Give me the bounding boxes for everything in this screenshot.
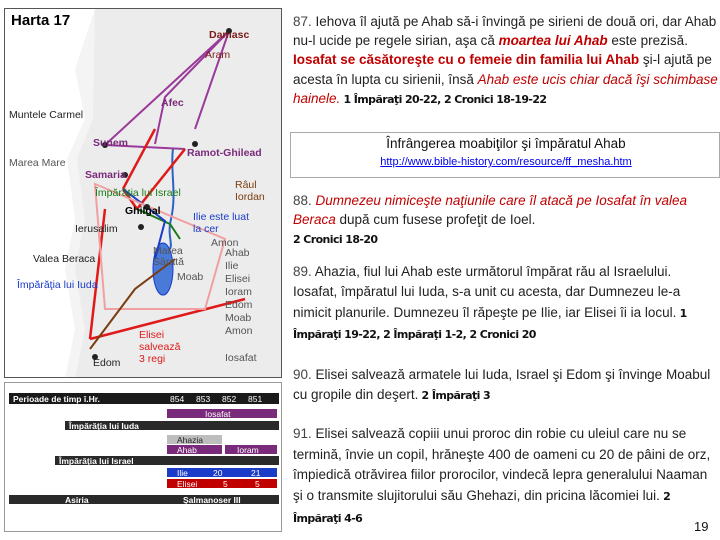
year-854: 854	[170, 394, 185, 404]
p91-reference: 2 Împăraţi 4-6	[293, 490, 671, 525]
row-ilie: Ilie	[177, 468, 188, 478]
p91-number: 91.	[293, 426, 312, 441]
label-imparatia-israel: Împărăţia lui Israel	[95, 187, 181, 199]
row-ilie-21: 21	[251, 468, 261, 478]
label-edom: Edom	[93, 357, 121, 369]
p90-text: Elisei salvează armatele lui Iuda, Israel şi Edom şi învinge Moabul cu gropile din deşert.	[293, 367, 711, 403]
label-sunem: Sunem	[93, 137, 129, 149]
p87-text-2: moartea lui Ahab	[498, 33, 608, 49]
map-title: Harta 17	[11, 12, 71, 29]
p91-text: Elisei salvează copiii unui proroc din robie cu uleiul care nu se termină, învie un copil, hrăneşte 400 de oameni cu 20 de pâini de orz, împiedică otrăvirea fiilor prorocilor, vindecă lepra generalului Naaman şi o transmite slujitorului său Ghehazi, din pricina lăcomiei lui.	[293, 426, 711, 504]
label-raul: Râul	[235, 179, 257, 191]
label-marea-mare: Marea Mare	[9, 157, 66, 169]
p89-reference: 1 Împăraţi 19-22, 2 Împăraţi 1-2, 2 Cronici 20	[293, 306, 687, 342]
label-ilie-luat-2: la cer	[193, 223, 219, 235]
label-muntele-carmel: Muntele Carmel	[9, 109, 84, 121]
label-valea-beraca: Valea Beraca	[33, 253, 96, 265]
paragraph-90	[293, 365, 718, 407]
p87-text-3: este prezisă.	[607, 33, 688, 49]
p87-text-4: Iosafat se căsătoreşte cu o femeie din familia lui Ahab	[293, 52, 640, 68]
p88-text-2: după cum fusese profeţit de Ioel.	[335, 212, 536, 228]
row-elisei-5a: 5	[223, 479, 228, 489]
paragraph-88	[293, 191, 718, 250]
label-ilie-luat-1: Ilie este luat	[193, 211, 250, 223]
ierusalim-dot	[138, 224, 144, 230]
row-imparatia-iuda: Împărăţia lui Iuda	[69, 421, 139, 431]
row-elisei: Elisei	[177, 479, 198, 489]
label-elisei: Elisei	[139, 329, 165, 341]
legend-moab: Moab	[225, 312, 252, 324]
label-ierusalim: Ierusalim	[75, 223, 118, 235]
label-salveaza: salvează	[139, 341, 181, 353]
legend-ioram: Ioram	[225, 286, 252, 298]
label-moab: Moab	[177, 271, 204, 283]
p88-reference: 2 Cronici 18-20	[293, 233, 378, 247]
year-851: 851	[248, 394, 263, 404]
caption-title: Înfrângerea moabiţilor şi împăratul Ahab	[386, 136, 626, 151]
row-salmanoser: Şalmanoser III	[183, 495, 241, 505]
label-3-regi: 3 regi	[139, 353, 166, 365]
label-aram: Aram	[205, 49, 231, 61]
label-marea: Marea	[153, 245, 183, 257]
p90-reference: 2 Împăraţi 3	[418, 389, 491, 403]
legend-elisei: Elisei	[225, 273, 251, 285]
timeline-header: Perioade de timp î.Hr.	[13, 394, 100, 404]
p87-text-1: Iehova îl ajută pe Ahab să-i învingă pe sirieni de două ori, dar Ahab nu-l ucide pe regele sirian, aşa că	[293, 14, 717, 49]
label-damasc: Damasc	[209, 29, 250, 41]
p87-reference: 1 Împăraţi 20-22, 2 Cronici 18-19-22	[340, 92, 547, 106]
paragraph-91	[293, 424, 718, 530]
label-imparatia-iuda: Împărăţia lui Iuda	[17, 279, 98, 291]
legend-ahab: Ahab	[225, 247, 250, 259]
label-amon: Amon	[211, 237, 239, 249]
p88-text-1: Dumnezeu nimiceşte naţiunile care îl atacă pe Iosafat în valea Beraca	[293, 193, 688, 228]
label-ghilgal: Ghilgal	[125, 205, 161, 217]
paragraph-89	[293, 262, 718, 346]
page-number: 19	[694, 519, 709, 534]
p89-number: 89.	[293, 264, 312, 279]
row-ioram: Ioram	[237, 445, 259, 455]
p90-number: 90.	[293, 367, 312, 382]
timeline-chart	[4, 382, 282, 532]
caption-link[interactable]: http://www.bible-history.com/resource/ff_mesha.htm	[380, 156, 632, 168]
year-853: 853	[196, 394, 211, 404]
p87-text-5: şi-l ajută pe acesta în lupta cu sirienii, însă	[293, 52, 712, 87]
row-imparatia-israel: Împărăţia lui Israel	[59, 456, 134, 466]
row-iosafat: Iosafat	[205, 409, 231, 419]
row-ilie-20: 20	[213, 468, 223, 478]
p89-text: Ahazia, fiul lui Ahab este următorul împărat rău al Israelului. Iosafat, împăratul lui Iuda, s-a unit cu acesta, dar Dumnezeu le-a nimicit planurile. Dumnezeu îl răpeşte pe Ilie, iar Elisei îi ia locul.	[293, 264, 681, 320]
label-sarata: Sărată	[153, 256, 184, 268]
sea-area	[5, 9, 95, 378]
legend-iosafat: Iosafat	[225, 352, 257, 364]
label-iordan: Iordan	[235, 191, 265, 203]
year-852: 852	[222, 394, 237, 404]
row-asiria: Asiria	[65, 495, 89, 505]
image-caption-box	[290, 132, 720, 178]
label-samaria: Samaria	[85, 169, 126, 181]
p87-text-6: Ahab este ucis chiar dacă îşi schimbase hainele.	[293, 71, 718, 106]
label-afec: Afec	[161, 97, 184, 109]
map-harta-17	[4, 8, 282, 378]
row-ahazia: Ahazia	[177, 435, 203, 445]
legend-amon: Amon	[225, 325, 253, 337]
p87-number: 87.	[293, 14, 312, 29]
row-elisei-5b: 5	[255, 479, 260, 489]
legend-ilie: Ilie	[225, 260, 239, 272]
p88-number: 88.	[293, 193, 312, 208]
legend-edom: Edom	[225, 299, 253, 311]
paragraph-87	[293, 12, 718, 109]
label-ramot-ghilead: Ramot-Ghilead	[187, 147, 262, 159]
row-ahab: Ahab	[177, 445, 197, 455]
